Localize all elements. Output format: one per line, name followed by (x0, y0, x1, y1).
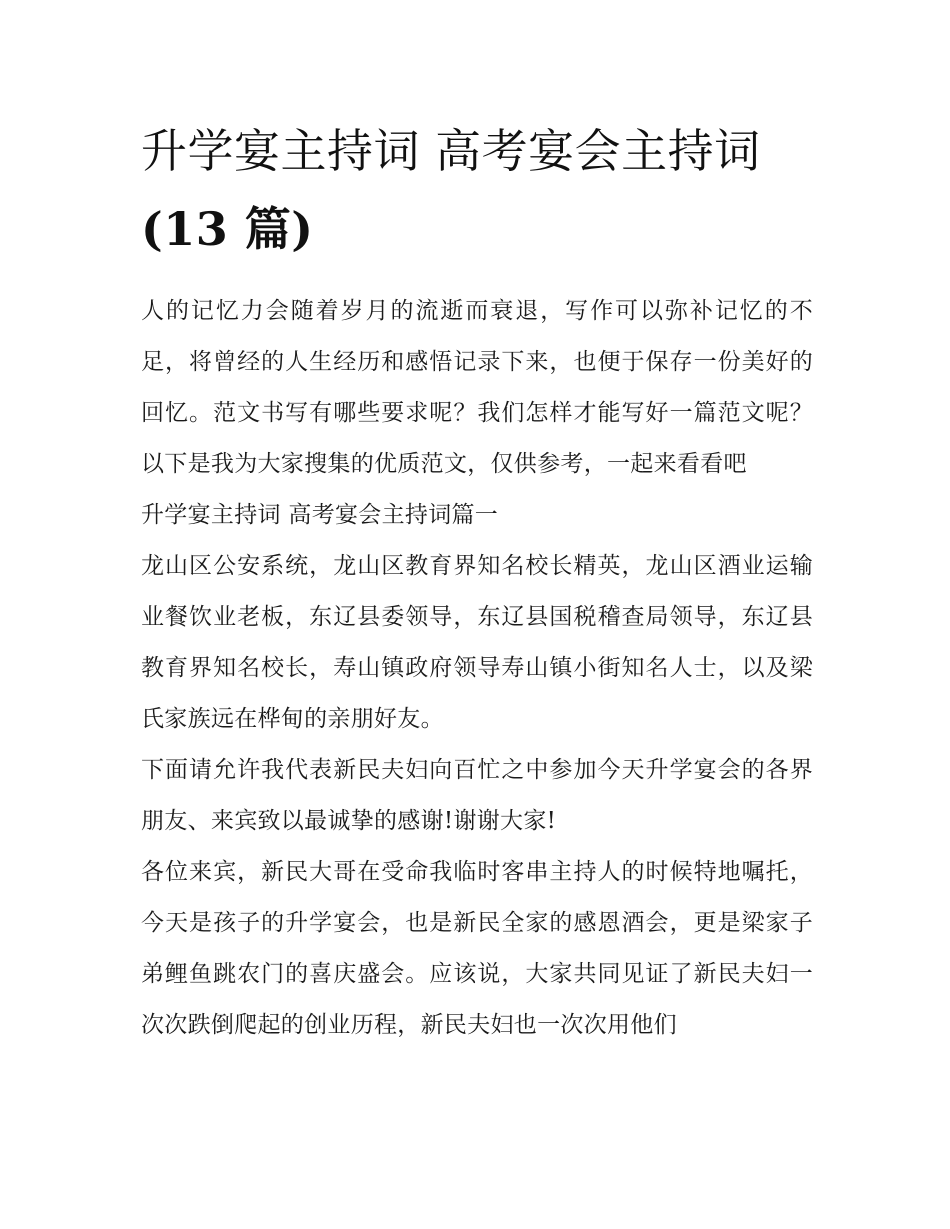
body-paragraph-1: 龙山区公安系统，龙山区教育界知名校长精英，龙山区酒业运输业餐饮业老板，东辽县委领导，东辽县国税稽查局领导，东辽县教育界知名校长，寿山镇政府领导寿山镇小街知名人士，以及梁氏家族远在桦甸的亲朋好友。 (141, 553, 813, 732)
section-heading-1: 升学宴主持词 高考宴会主持词篇一 (141, 502, 499, 528)
body-paragraph-2: 下面请允许我代表新民夫妇向百忙之中参加今天升学宴会的各界朋友、来宾致以最诚挚的感谢!谢谢大家! (141, 757, 813, 834)
document-title (141, 112, 813, 268)
document-content (141, 112, 813, 1051)
document-title-line-1: 升学宴主持词 高考宴会主持词 (141, 124, 761, 178)
document-title-line-2: (13 篇) (141, 202, 314, 256)
body-paragraph-3: 各位来宾，新民大哥在受命我临时客串主持人的时候特地嘱托，今天是孩子的升学宴会，也是新民全家的感恩酒会，更是梁家子弟鲤鱼跳农门的喜庆盛会。应该说，大家共同见证了新民夫妇一次次跌倒爬起的创业历程，新民夫妇也一次次用他们 (141, 859, 813, 1038)
intro-paragraph: 人的记忆力会随着岁月的流逝而衰退，写作可以弥补记忆的不足，将曾经的人生经历和感悟记录下来，也便于保存一份美好的回忆。范文书写有哪些要求呢？我们怎样才能写好一篇范文呢？以下是我为大家搜集的优质范文，仅供参考，一起来看看吧 (141, 298, 813, 477)
